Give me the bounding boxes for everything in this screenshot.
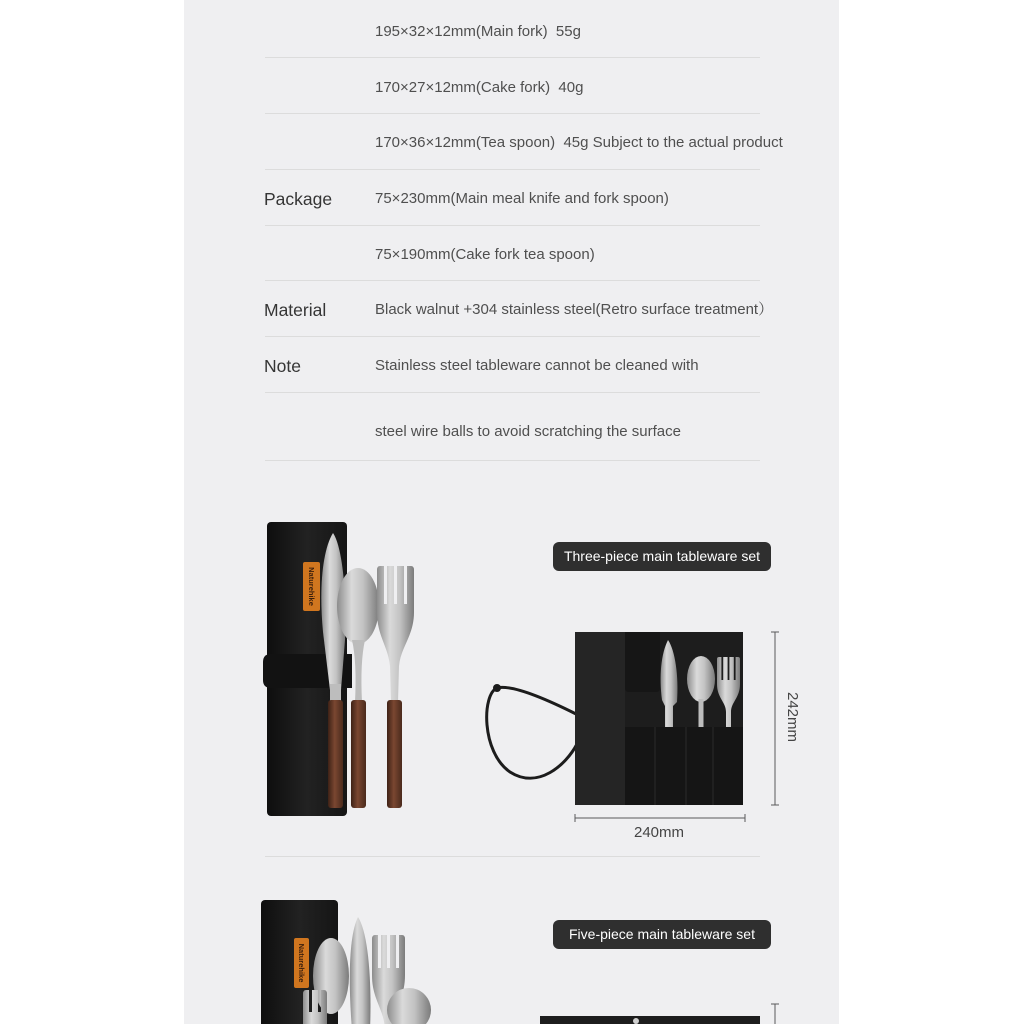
spec-value: Stainless steel tableware cannot be cleaned with bbox=[375, 357, 699, 374]
spec-value: 75×230mm(Main meal knife and fork spoon) bbox=[375, 190, 669, 207]
brand-tag-text: Naturehike bbox=[297, 943, 306, 983]
spec-label: Material bbox=[264, 300, 327, 320]
brand-tag-text: Naturehike bbox=[307, 567, 316, 606]
three-piece-set-title: Three-piece main tableware set bbox=[553, 542, 771, 571]
height-dimension-label: 242mm bbox=[784, 691, 801, 743]
width-dimension-label: 240mm bbox=[633, 824, 685, 841]
spec-value: steel wire balls to avoid scratching the surface bbox=[375, 423, 681, 440]
five-piece-set-title: Five-piece main tableware set bbox=[553, 920, 771, 949]
spec-value: 170×36×12mm(Tea spoon) 45g Subject to the actual product bbox=[375, 134, 783, 151]
spec-value: Black walnut +304 stainless steel(Retro surface treatment） bbox=[375, 301, 774, 318]
spec-value: 170×27×12mm(Cake fork) 40g bbox=[375, 79, 584, 96]
spec-label: Package bbox=[264, 189, 333, 209]
spec-value: 195×32×12mm(Main fork) 55g bbox=[375, 23, 581, 40]
spec-label: Note bbox=[264, 356, 301, 376]
spec-value: 75×190mm(Cake fork tea spoon) bbox=[375, 246, 595, 263]
